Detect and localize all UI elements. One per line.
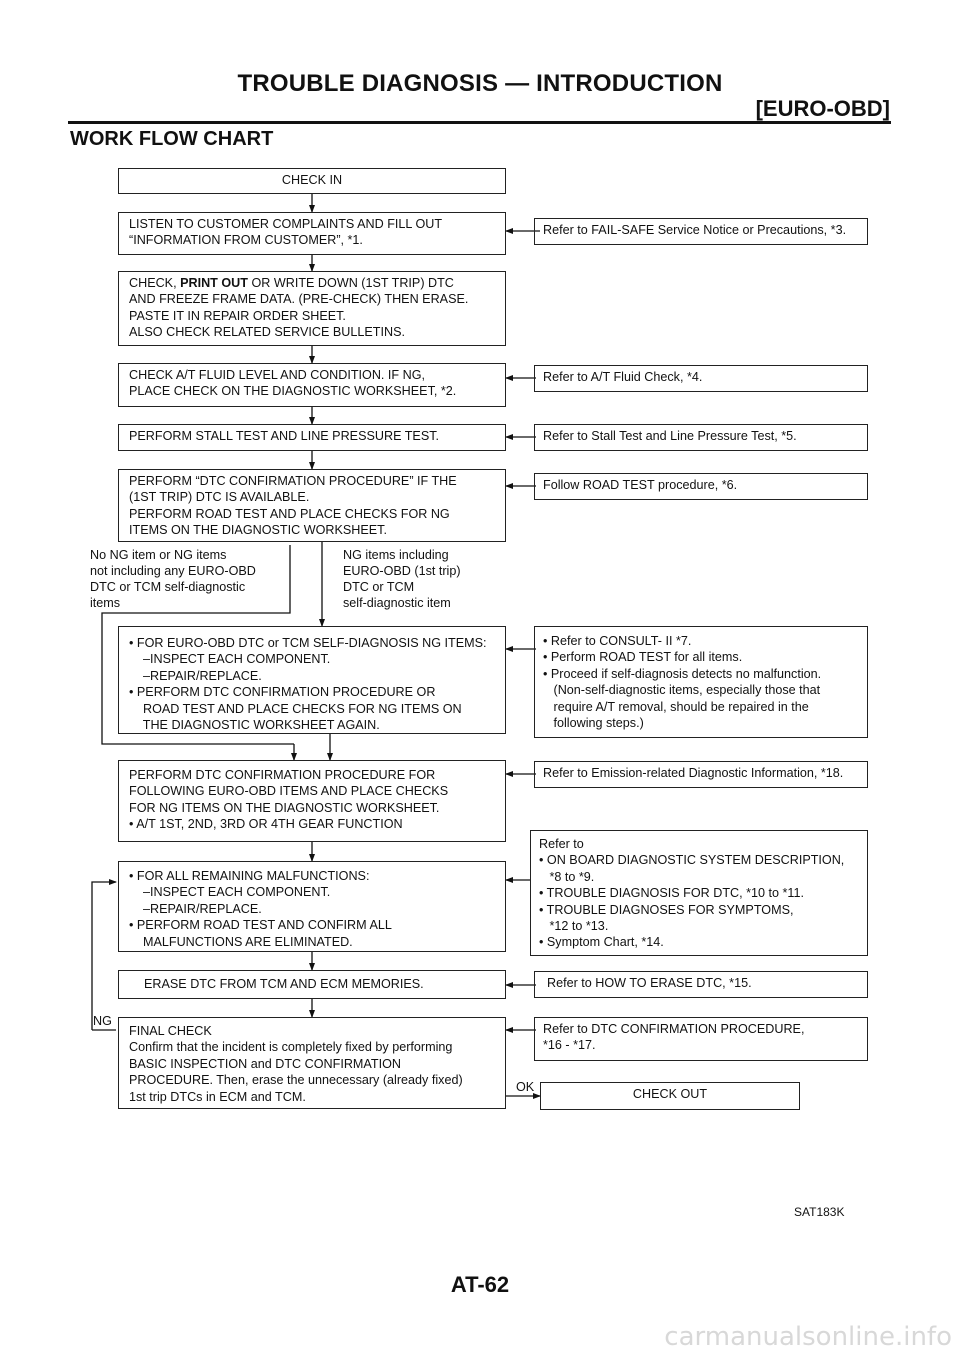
fluid-ref-box: Refer to A/T Fluid Check, *4. xyxy=(534,365,868,392)
listen-ref-box: Refer to FAIL-SAFE Service Notice or Precautions, *3. xyxy=(534,218,868,245)
branch-right-label: NG items including EURO-OBD (1st trip) DTC or TCM self-diagnostic item xyxy=(343,548,461,610)
erase-ref-box: Refer to HOW TO ERASE DTC, *15. xyxy=(534,971,868,998)
print-out-emphasis: PRINT OUT xyxy=(180,276,248,290)
remaining-malfunctions-box: • FOR ALL REMAINING MALFUNCTIONS: –INSPECT EACH COMPONENT. –REPAIR/REPLACE. • PERFORM ROAD TEST AND CONFIRM ALL MALFUNCTIONS ARE ELIMINATED. xyxy=(118,861,506,952)
check-dtc-box xyxy=(118,271,506,346)
euro-obd-ng-ref-box: • Refer to CONSULT- II *7. • Perform ROAD TEST for all items. • Proceed if self-diagnosis detects no malfunction. (Non-self-diagnostic items, especially those that require A/T removal, should be repaired in the following steps.) xyxy=(534,626,868,738)
fluid-check-box: CHECK A/T FLUID LEVEL AND CONDITION. IF NG, PLACE CHECK ON THE DIAGNOSTIC WORKSHEET, *2. xyxy=(118,363,506,407)
ok-label: OK xyxy=(516,1080,535,1094)
section-tag: [EURO-OBD] xyxy=(755,96,890,121)
ng-loop-label: NG xyxy=(93,1014,112,1028)
erase-dtc-box: ERASE DTC FROM TCM AND ECM MEMORIES. xyxy=(118,970,506,999)
figure-code: SAT183K xyxy=(794,1205,845,1219)
check-dtc-text-post: OR WRITE DOWN (1ST TRIP) DTC AND FREEZE FRAME DATA. (PRE-CHECK) THEN ERASE. PASTE IT IN REPAIR ORDER SHEET. ALSO CHECK RELATED SERVICE BULLETINS. xyxy=(129,276,469,340)
stall-ref-box: Refer to Stall Test and Line Pressure Test, *5. xyxy=(534,424,868,451)
final-check-box: FINAL CHECK Confirm that the incident is completely fixed by performing BASIC INSPECTION and DTC CONFIRMATION PROCEDURE. Then, erase the unnecessary (already fixed) 1st trip DTCs in ECM and TCM. xyxy=(118,1017,506,1109)
check-out-box: CHECK OUT xyxy=(540,1082,800,1110)
stall-test-box: PERFORM STALL TEST AND LINE PRESSURE TEST. xyxy=(118,424,506,451)
final-check-ref-box: Refer to DTC CONFIRMATION PROCEDURE, *16 - *17. xyxy=(534,1017,868,1061)
euro-obd-ng-box: • FOR EURO-OBD DTC or TCM SELF-DIAGNOSIS NG ITEMS: –INSPECT EACH COMPONENT. –REPAIR/REPLACE. • PERFORM DTC CONFIRMATION PROCEDURE OR ROAD TEST AND PLACE CHECKS FOR NG ITEMS ON THE DIAGNOSTIC WORKSHEET AGAIN. xyxy=(118,626,506,734)
check-in-box: CHECK IN xyxy=(118,168,506,194)
dtc-confirmation-ref-box: Follow ROAD TEST procedure, *6. xyxy=(534,473,868,500)
perform-dtc-box: PERFORM DTC CONFIRMATION PROCEDURE FOR FOLLOWING EURO-OBD ITEMS AND PLACE CHECKS FOR NG ITEMS ON THE DIAGNOSTIC WORKSHEET. • A/T 1ST, 2ND, 3RD OR 4TH GEAR FUNCTION xyxy=(118,760,506,842)
section-heading: WORK FLOW CHART xyxy=(70,128,274,150)
dtc-confirmation-box: PERFORM “DTC CONFIRMATION PROCEDURE” IF THE (1ST TRIP) DTC IS AVAILABLE. PERFORM ROAD TEST AND PLACE CHECKS FOR NG ITEMS ON THE DIAGNOSTIC WORKSHEET. xyxy=(118,469,506,542)
page-number: AT-62 xyxy=(450,1272,510,1297)
watermark: carmanualsonline.info xyxy=(664,1322,952,1352)
listen-box: LISTEN TO CUSTOMER COMPLAINTS AND FILL OUT “INFORMATION FROM CUSTOMER”, *1. xyxy=(118,212,506,255)
remaining-ref-box: Refer to • ON BOARD DIAGNOSTIC SYSTEM DESCRIPTION, *8 to *9. • TROUBLE DIAGNOSIS FOR DTC, *10 to *11. • TROUBLE DIAGNOSES FOR SYMPTOMS, *12 to *13. • Symptom Chart, *14. xyxy=(530,830,868,956)
branch-left-label: No NG item or NG items not including any EURO-OBD DTC or TCM self-diagnostic items xyxy=(90,548,256,610)
page-title: TROUBLE DIAGNOSIS — INTRODUCTION xyxy=(237,70,723,97)
perform-dtc-ref-box: Refer to Emission-related Diagnostic Information, *18. xyxy=(534,761,868,788)
check-dtc-text-pre: CHECK, xyxy=(129,276,181,290)
